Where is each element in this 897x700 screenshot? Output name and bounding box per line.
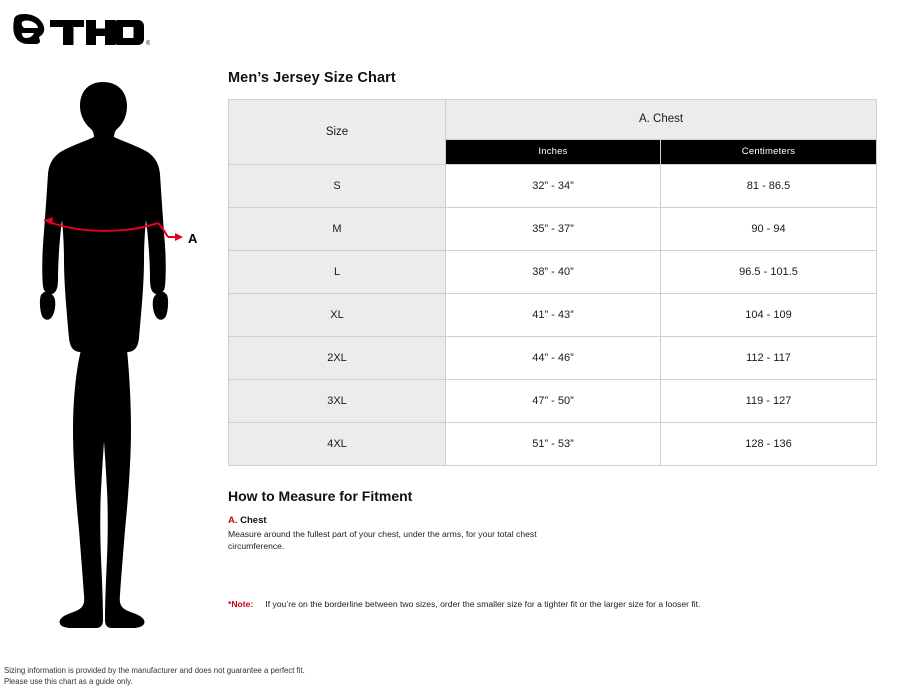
header-size: Size [229,100,446,165]
table-row [229,294,877,337]
header-chest-group: A. Chest [446,100,877,140]
cell-centimeters: 119 - 127 [661,380,877,423]
sizing-note [228,599,878,609]
table-row [229,165,877,208]
cell-centimeters: 90 - 94 [661,208,877,251]
cell-inches: 47” - 50” [446,380,661,423]
footer-line-1: Sizing information is provided by the manufacturer and does not guarantee a perfect fit. [4,665,305,675]
measure-item-marker: A. [228,515,238,526]
cell-centimeters: 96.5 - 101.5 [661,251,877,294]
cell-inches: 32” - 34” [446,165,661,208]
cell-inches: 35” - 37” [446,208,661,251]
measure-marker-a: A [188,231,198,246]
measure-item-label [228,515,878,526]
size-chart-table [228,99,877,466]
measure-item-description: Measure around the fullest part of your chest, under the arms, for your total chest circumference. [228,529,537,551]
table-header-row [229,100,877,140]
brand-logo [10,14,150,56]
cell-size: XL [229,294,446,337]
table-row [229,208,877,251]
howto-title: How to Measure for Fitment [228,488,413,504]
male-body-silhouette [40,82,168,628]
size-chart-content [228,70,878,609]
cell-centimeters: 128 - 136 [661,423,877,466]
header-centimeters: Centimeters [661,139,877,164]
table-row [229,380,877,423]
table-row [229,251,877,294]
cell-inches: 44” - 46” [446,337,661,380]
cell-size: 4XL [229,423,446,466]
footer-disclaimer [4,665,305,688]
cell-inches: 51” - 53” [446,423,661,466]
measure-item-name: Chest [240,515,267,526]
cell-centimeters: 81 - 86.5 [661,165,877,208]
cell-size: M [229,208,446,251]
header-inches: Inches [446,139,661,164]
cell-centimeters: 112 - 117 [661,337,877,380]
page-title: Men’s Jersey Size Chart [228,70,396,86]
footer-line-2: Please use this chart as a guide only. [4,677,133,687]
note-key: *Note: [228,599,254,610]
body-silhouette-figure [8,80,218,640]
measure-item-chest [228,515,878,552]
cell-size: L [229,251,446,294]
cell-inches: 38” - 40” [446,251,661,294]
table-row [229,337,877,380]
cell-size: S [229,165,446,208]
table-row [229,423,877,466]
trademark-symbol: ® [146,41,150,47]
cell-inches: 41” - 43” [446,294,661,337]
thor-helmet-icon [10,14,150,56]
cell-centimeters: 104 - 109 [661,294,877,337]
cell-size: 3XL [229,380,446,423]
note-text: If you’re on the borderline between two sizes, order the smaller size for a tighter fit or the larger size for a looser fit. [265,599,701,610]
cell-size: 2XL [229,337,446,380]
